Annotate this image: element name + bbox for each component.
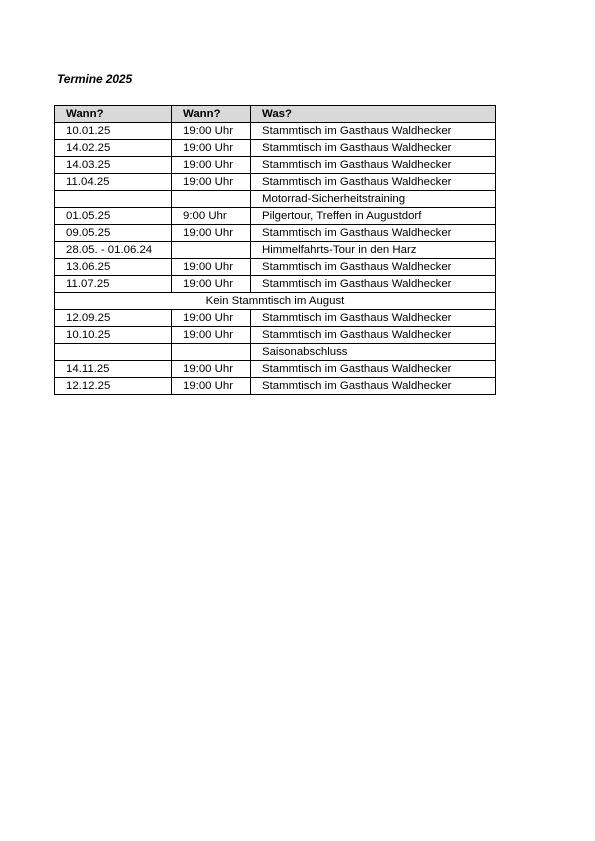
event-cell: Saisonabschluss bbox=[251, 344, 496, 361]
time-cell: 19:00 Uhr bbox=[172, 140, 251, 157]
table-row bbox=[55, 344, 496, 361]
table-row bbox=[55, 242, 496, 259]
date-cell: 12.12.25 bbox=[55, 378, 172, 395]
date-cell: 12.09.25 bbox=[55, 310, 172, 327]
date-cell: 28.05. - 01.06.24 bbox=[55, 242, 172, 259]
time-cell: 19:00 Uhr bbox=[172, 327, 251, 344]
event-cell: Stammtisch im Gasthaus Waldhecker bbox=[251, 157, 496, 174]
time-cell: 19:00 Uhr bbox=[172, 310, 251, 327]
table-body bbox=[55, 123, 496, 395]
table-row bbox=[55, 259, 496, 276]
time-cell: 19:00 Uhr bbox=[172, 259, 251, 276]
time-cell: 19:00 Uhr bbox=[172, 378, 251, 395]
date-cell: 13.06.25 bbox=[55, 259, 172, 276]
table-header-row bbox=[55, 106, 496, 123]
time-cell: 19:00 Uhr bbox=[172, 361, 251, 378]
time-cell bbox=[172, 344, 251, 361]
event-cell: Stammtisch im Gasthaus Waldhecker bbox=[251, 174, 496, 191]
table-row bbox=[55, 327, 496, 344]
table-row bbox=[55, 361, 496, 378]
date-cell: 14.11.25 bbox=[55, 361, 172, 378]
event-cell: Stammtisch im Gasthaus Waldhecker bbox=[251, 327, 496, 344]
table-row bbox=[55, 174, 496, 191]
schedule-table bbox=[54, 105, 496, 395]
table-row bbox=[55, 140, 496, 157]
table-row bbox=[55, 191, 496, 208]
date-cell: 01.05.25 bbox=[55, 208, 172, 225]
table-row bbox=[55, 157, 496, 174]
event-cell: Motorrad-Sicherheitstraining bbox=[251, 191, 496, 208]
date-cell: 14.02.25 bbox=[55, 140, 172, 157]
event-cell: Stammtisch im Gasthaus Waldhecker bbox=[251, 378, 496, 395]
event-cell: Stammtisch im Gasthaus Waldhecker bbox=[251, 361, 496, 378]
time-cell: 19:00 Uhr bbox=[172, 174, 251, 191]
date-cell bbox=[55, 191, 172, 208]
event-cell: Stammtisch im Gasthaus Waldhecker bbox=[251, 123, 496, 140]
table-row bbox=[55, 123, 496, 140]
date-cell: 11.04.25 bbox=[55, 174, 172, 191]
date-cell: 14.03.25 bbox=[55, 157, 172, 174]
time-cell: 19:00 Uhr bbox=[172, 123, 251, 140]
time-cell bbox=[172, 191, 251, 208]
time-cell: 19:00 Uhr bbox=[172, 225, 251, 242]
event-cell: Pilgertour, Treffen in Augustdorf bbox=[251, 208, 496, 225]
event-cell: Himmelfahrts-Tour in den Harz bbox=[251, 242, 496, 259]
date-cell bbox=[55, 344, 172, 361]
column-header-time: Wann? bbox=[172, 106, 251, 123]
table-row bbox=[55, 293, 496, 310]
date-cell: 10.10.25 bbox=[55, 327, 172, 344]
time-cell: 19:00 Uhr bbox=[172, 276, 251, 293]
event-cell: Stammtisch im Gasthaus Waldhecker bbox=[251, 225, 496, 242]
column-header-date: Wann? bbox=[55, 106, 172, 123]
table-row bbox=[55, 208, 496, 225]
event-cell: Stammtisch im Gasthaus Waldhecker bbox=[251, 276, 496, 293]
event-cell: Stammtisch im Gasthaus Waldhecker bbox=[251, 140, 496, 157]
date-cell: 09.05.25 bbox=[55, 225, 172, 242]
event-cell: Stammtisch im Gasthaus Waldhecker bbox=[251, 259, 496, 276]
document-title: Termine 2025 bbox=[57, 72, 133, 86]
column-header-event: Was? bbox=[251, 106, 496, 123]
date-cell: 11.07.25 bbox=[55, 276, 172, 293]
table-row bbox=[55, 378, 496, 395]
time-cell bbox=[172, 242, 251, 259]
table-row bbox=[55, 276, 496, 293]
merged-note-cell: Kein Stammtisch im August bbox=[55, 293, 496, 310]
table-row bbox=[55, 310, 496, 327]
time-cell: 9:00 Uhr bbox=[172, 208, 251, 225]
table-row bbox=[55, 225, 496, 242]
event-cell: Stammtisch im Gasthaus Waldhecker bbox=[251, 310, 496, 327]
time-cell: 19:00 Uhr bbox=[172, 157, 251, 174]
date-cell: 10.01.25 bbox=[55, 123, 172, 140]
